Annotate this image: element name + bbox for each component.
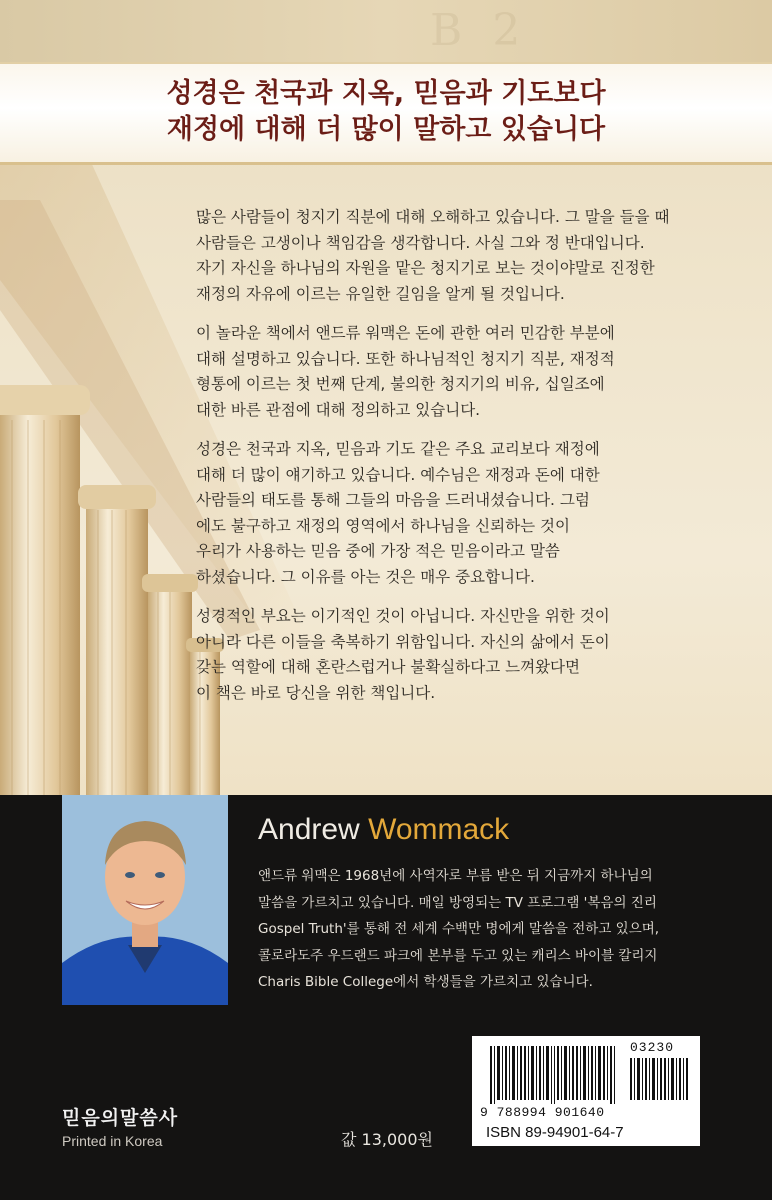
text-line: 사람들의 태도를 통해 그들의 마음을 드러내셨습니다. 그럼	[196, 491, 590, 509]
author-last-name: Wommack	[368, 813, 510, 846]
text-line: 자기 자신을 하나님의 자원을 맡은 청지기로 보는 것이야말로 진정한	[196, 259, 655, 277]
isbn-label: ISBN 89-94901-64-7	[486, 1124, 624, 1141]
bio-line: 콜로라도주 우드랜드 파크에 본부를 두고 있는 캐리스 바이블 칼리지	[258, 947, 658, 964]
headline-line-2: 재정에 대해 더 많이 말하고 있습니다	[166, 114, 606, 145]
text-line: 사람들은 고생이나 책임감을 생각합니다. 사실 그와 정 반대입니다.	[196, 233, 645, 252]
barcode-addon-number: 03230	[630, 1040, 675, 1055]
author-bio	[258, 863, 728, 996]
author-name	[258, 813, 509, 847]
barcode-number: 9 788994 901640	[480, 1105, 605, 1120]
text-line: 많은 사람들이 청지기 직분에 대해 오해하고 있습니다. 그 말을 들을 때	[196, 208, 670, 226]
faded-decorative-lettering: B 2	[430, 5, 529, 56]
price-label: 값 13,000원	[341, 1130, 433, 1149]
bio-line: 말씀을 가르치고 있습니다. 매일 방영되는 TV 프로그램 '복음의 진리	[258, 894, 657, 911]
text-line: 이 놀라운 책에서 앤드류 워맥은 돈에 관한 여러 민감한 부분에	[196, 324, 615, 342]
text-line: 대해 더 많이 얘기하고 있습니다. 예수님은 재정과 돈에 대한	[196, 465, 600, 484]
paragraph-1	[196, 205, 716, 307]
text-line: 성경은 천국과 지옥, 믿음과 기도 같은 주요 교리보다 재정에	[196, 440, 600, 458]
bio-line: Charis Bible College에서 학생들을 가르치고 있습니다.	[258, 974, 593, 990]
author-first-name: Andrew	[258, 813, 360, 846]
text-line: 우리가 사용하는 믿음 중에 가장 적은 믿음이라고 말씀	[196, 542, 560, 560]
text-line: 하셨습니다. 그 이유를 아는 것은 매우 중요합니다.	[196, 567, 535, 586]
paragraph-3	[196, 437, 716, 590]
paragraph-4	[196, 604, 716, 706]
text-line: 성경적인 부요는 이기적인 것이 아닙니다. 자신만을 위한 것이	[196, 607, 610, 625]
text-line: 대해 설명하고 있습니다. 또한 하나님적인 청지기 직분, 재정적	[196, 349, 615, 368]
headline	[0, 76, 772, 148]
publisher-logo: 믿음의말씀사	[62, 1107, 179, 1129]
printed-in-label: Printed in Korea	[62, 1133, 163, 1149]
paragraph-2	[196, 321, 716, 423]
text-line: 대한 바른 관점에 대해 정의하고 있습니다.	[196, 400, 481, 419]
headline-line-1: 성경은 천국과 지옥, 믿음과 기도보다	[166, 78, 606, 109]
bio-line: 앤드류 워맥은 1968년에 사역자로 부름 받은 뒤 지금까지 하나님의	[258, 868, 653, 884]
description-text	[196, 205, 716, 720]
top-decorative-strip	[0, 0, 772, 62]
text-line: 형통에 이르는 첫 번째 단계, 불의한 청지기의 비유, 십일조에	[196, 375, 605, 393]
author-photo	[62, 795, 228, 1005]
isbn-barcode	[472, 1036, 700, 1146]
text-line: 아니라 다른 이들을 축복하기 위함입니다. 자신의 삶에서 돈이	[196, 632, 610, 651]
author-portrait-image	[62, 795, 228, 1005]
text-line: 에도 불구하고 재정의 영역에서 하나님을 신뢰하는 것이	[196, 516, 570, 535]
text-line: 재정의 자유에 이르는 유일한 길임을 알게 될 것입니다.	[196, 284, 565, 303]
text-line: 이 책은 바로 당신을 위한 책입니다.	[196, 683, 436, 702]
text-line: 갖는 역할에 대해 혼란스럽거나 불확실하다고 느껴왔다면	[196, 658, 580, 676]
bio-line: Gospel Truth'를 통해 전 세계 수백만 명에게 말씀을 전하고 있으며,	[258, 921, 660, 937]
